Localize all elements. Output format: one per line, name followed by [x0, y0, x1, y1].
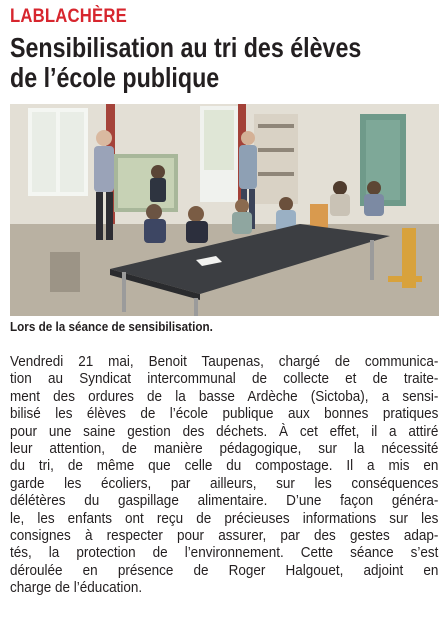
article-body: [10, 353, 438, 596]
body-line: délétères du gaspillage alimentaire. D’une façon généra-: [10, 492, 439, 510]
body-line: tés, la protection de l’environnement. Cette séance s’est: [10, 544, 439, 562]
body-line-last: charge de l’éducation.: [10, 579, 143, 597]
body-line: ment des ordures de la basse Ardèche (Sictoba), a sensi-: [10, 387, 439, 405]
body-line: Vendredi 21 mai, Benoit Taupenas, chargé de communica-: [10, 353, 439, 370]
headline: [10, 33, 408, 93]
headline-line-1: Sensibilisation au tri des élèves: [10, 32, 362, 63]
kicker-town: LABLACHÈRE: [10, 6, 127, 27]
body-line: le, les enfants ont reçu de précieuses informations sur les: [10, 509, 439, 527]
body-line: pour une saine gestion des déchets. À cet effet, il a attiré: [10, 422, 439, 440]
photo-caption: Lors de la séance de sensibilisation.: [10, 319, 213, 334]
photo-classroom-illustration: [10, 104, 439, 316]
body-line: bilisé les élèves de l’école publique aux bonnes pratiques: [10, 405, 439, 423]
body-line: tion au Syndicat intercommunal de collecte et de traite-: [10, 370, 439, 388]
body-line: déroulée en présence de Roger Halgouet, adjoint en: [10, 561, 439, 579]
body-line: leur attention, de manière pédagogique, sur la nécessité: [10, 439, 439, 457]
body-line: consignes à respecter pour assurer, par des gestes adap-: [10, 526, 439, 544]
body-line: garde les écoliers, par ailleurs, sur les conséquences: [10, 474, 439, 492]
article-photo: [10, 104, 439, 316]
body-line: du tri, de même que celle du compostage. Il a mis en: [10, 457, 439, 475]
headline-line-2: de l’école publique: [10, 62, 220, 93]
